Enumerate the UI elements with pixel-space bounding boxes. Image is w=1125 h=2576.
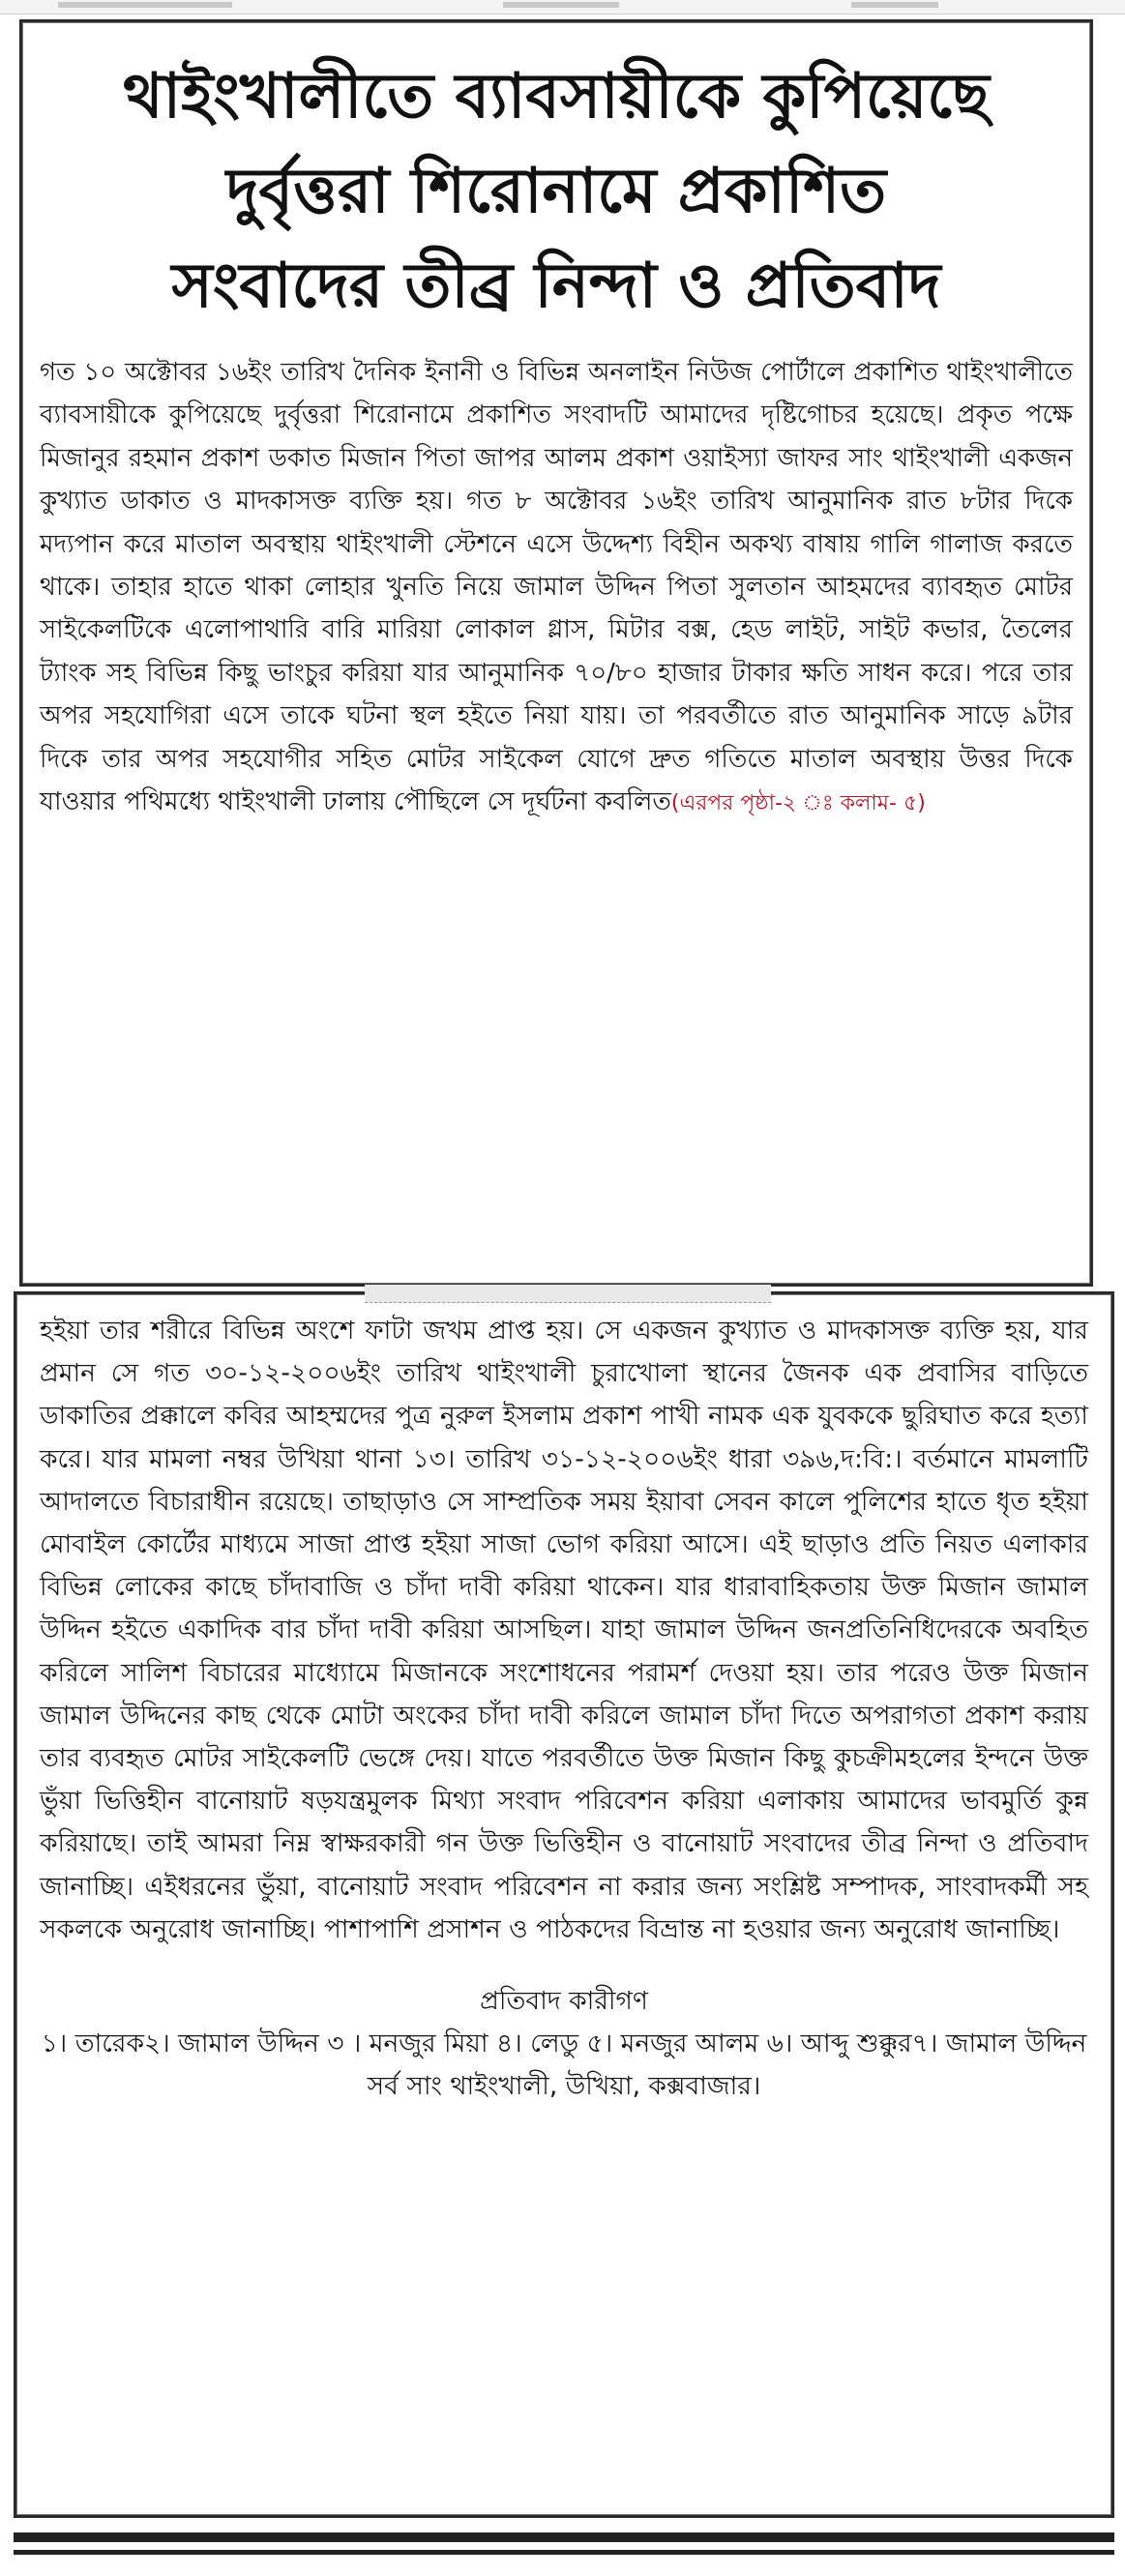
torn-edge <box>365 1285 771 1303</box>
continued-note: (এরপর পৃষ্ঠা-২ ঃ কলাম- ৫) <box>670 791 926 816</box>
clipping-top-edge <box>0 0 1125 15</box>
signatories-names: ১। তারেক২। জামাল উদ্দিন ৩ । মনজুর মিয়া ৪। লেডু ৫। মনজুর আলম ৬। আব্দু শুক্কুর৭। জামাল উদ্দিন <box>41 2028 1087 2059</box>
body-text-part-1: গত ১০ অক্টোবর ১৬ইং তারিখ দৈনিক ইনানী ও বিভিন্ন অনলাইন নিউজ পোর্টালে প্রকাশিত থাইংখালীতে ব্যাবসায়ীকে কুপিয়েছে দুর্বৃত্তরা শিরোনামে প্রকাশিত সংবাদটি আমাদের দৃষ্টিগোচর হয়েছে। প্রকৃত পক্ষে মিজানুর রহমান প্রকাশ ডকাত মিজান পিতা জাপর আলম প্রকাশ ওয়াইস্যা জাফর সাং থাইংখালী একজন কুখ্যাত ডাকাত ও মাদকাসক্ত ব্যক্তি হয়। গত ৮ অক্টোবর ১৬ইং তারিখ আনুমানিক রাত ৮টার দিকে মদ্যপান করে মাতাল অবস্থায় থাইংখালী স্টেশনে এসে উদ্দেশ্য বিহীন অকথ্য বাষায় গালি গালাজ করতে থাকে। তাহার হাতে থাকা লোহার খুনতি নিয়ে জামাল উদ্দিন পিতা সুলতান আহমদের ব্যাবহৃত মোটর সাইকেলটিকে এলোপাথারি বারি মারিয়া লোকাল গ্লাস, মিটার বক্স, হেড লাইট, সাইট কভার, তৈলের ট্যাংক সহ বিভিন্ন কিছু ভাংচুর করিয়া যার আনুমানিক ৭০/৮০ হাজার টাকার ক্ষতি সাধন করে। পরে তার অপর সহযোগিরা এসে তাকে ঘটনা স্থল হইতে নিয়া যায়। তা পরবর্তীতে রাত আনুমানিক সাড়ে ৯টার দিকে তার অপর সহযোগীর সহিত মোটর সাইকেল যোগে দ্রুত গতিতে মাতাল অবস্থায় উত্তর দিকে যাওয়ার পথিমধ্যে থাইংখালী ঢালায় পৌছিলে সে দূর্ঘটনা কবলিত <box>40 358 1073 817</box>
signatories-block <box>40 1980 1088 2108</box>
article-clipping-part-2 <box>14 1291 1114 2518</box>
article-body-part-1 <box>40 351 1073 825</box>
signatories-heading: প্রতিবাদ কারীগণ <box>480 1986 648 2017</box>
article-headline <box>42 49 1071 334</box>
article-clipping-part-1 <box>19 19 1093 1287</box>
headline-line-2: দুর্বৃত্তরা শিরোনামে প্রকাশিত <box>225 156 887 227</box>
bottom-rule-thick <box>14 2532 1114 2542</box>
headline-line-1: থাইংখালীতে ব্যাবসায়ীকে কুপিয়েছে <box>123 61 990 133</box>
bottom-rule-thin <box>14 2550 1114 2555</box>
headline-line-3: সংবাদের তীব্র নিন্দা ও প্রতিবাদ <box>171 251 941 322</box>
article-body-part-2: হইয়া তার শরীরে বিভিন্ন অংশে ফাটা জখম প্রাপ্ত হয়। সে একজন কুখ্যাত ও মাদকাসক্ত ব্যক্তি হয়, যার প্রমান সে গত ৩০-১২-২০০৬ইং তারিখ থাইংখালী চুরাখোলা স্থানের জৈনক এক প্রবাসির বাড়িতে ডাকাতির প্রক্কালে কবির আহম্মদের পুত্র নুরুল ইসলাম প্রকাশ পাখী নামক এক যুবককে ছুরিঘাত করে হত্যা করে। যার মামলা নম্বর উখিয়া থানা ১৩। তারিখ ৩১-১২-২০০৬ইং ধারা ৩৯৬,দ:বি:। বর্তমানে মামলাটি আদালতে বিচারাধীন রয়েছে। তাছাড়াও সে সাম্প্রতিক সময় ইয়াবা সেবন কালে পুলিশের হাতে ধৃত হইয়া মোবাইল কোর্টের মাধ্যমে সাজা প্রাপ্ত হইয়া সাজা ভোগ করিয়া আসে। এই ছাড়াও প্রতি নিয়ত এলাকার বিভিন্ন লোকের কাছে চাঁদাবাজি ও চাঁদা দাবী করিয়া থাকেন। যার ধারাবাহিকতায় উক্ত মিজান জামাল উদ্দিন হইতে একাদিক বার চাঁদা দাবী করিয়া আসছিল। যাহা জামাল উদ্দিন জনপ্রতিনিধিদেরকে অবহিত করিলে সালিশ বিচারের মাধ্যোমে মিজানকে সংশোধনের পরামর্শ দেওয়া হয়। তার পরেও উক্ত মিজান জামাল উদ্দিনের কাছ থেকে মোটা অংকের চাঁদা দাবী করিলে জামাল চাঁদা দিতে অপরাগতা প্রকাশ করায় তার ব্যবহৃত মোটর সাইকেলটি ভেঙ্গে দেয়। যাতে পরবর্তীতে উক্ত মিজান কিছু কুচক্রীমহলের ইন্দনে উক্ত ভুঁয়া ভিত্তিহীন বানোয়াট ষড়যন্ত্রমুলক মিথ্যা সংবাদ পরিবেশন করিয়া এলাকায় আমাদের ভাবমুর্তি কুন্ন করিয়াছে। তাই আমরা নিম্ন স্বাক্ষরকারী গন উক্ত ভিত্তিহীন ও বানোয়াট সংবাদের তীব্র নিন্দা ও প্রতিবাদ জানাচ্ছি। এইধরনের ভুঁয়া, বানোয়াট সংবাদ পরিবেশন না করার জন্য সংশ্লিষ্ট সম্পাদক, সাংবাদকর্মী সহ সকলকে অনুরোধ জানাচ্ছি। পাশাপাশি প্রসাশন ও পাঠকদের বিভ্রান্ত না হওয়ার জন্য অনুরোধ জানাচ্ছি। <box>40 1316 1088 1944</box>
signatories-address: সর্ব সাং থাইংখালী, উখিয়া, কক্সবাজার। <box>367 2071 761 2102</box>
